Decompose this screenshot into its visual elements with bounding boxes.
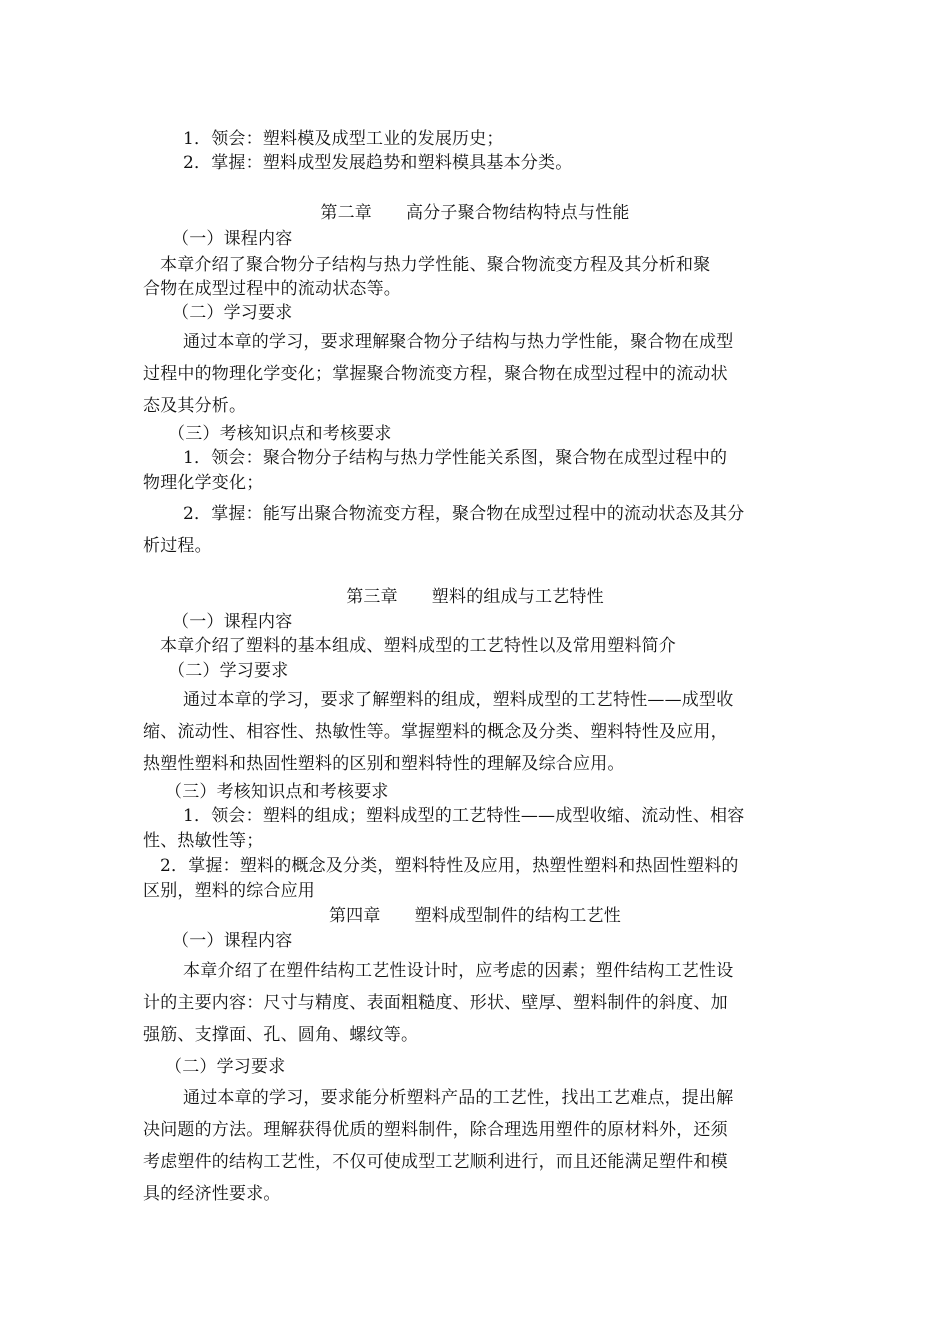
- chapter2-title: 高分子聚合物结构特点与性能: [406, 203, 630, 223]
- chapter2-study-heading: （二）学习要求: [172, 303, 293, 323]
- chapter3-study-heading: （二）学习要求: [168, 661, 289, 681]
- chapter3-study-line-1: 通过本章的学习，要求了解塑料的组成，塑料成型的工艺特性——成型收: [183, 690, 734, 710]
- chapter3-study-line-3: 热塑性塑料和热固性塑料的区别和塑料特性的理解及综合应用。: [143, 754, 625, 774]
- chapter3-exam-line-4: 区别，塑料的综合应用: [143, 881, 315, 901]
- chapter4-study-line-1: 通过本章的学习，要求能分析塑料产品的工艺性，找出工艺难点，提出解: [183, 1088, 734, 1108]
- chapter3-exam-line-3: 2．掌握：塑料的概念及分类，塑料特性及应用，热塑性塑料和热固性塑料的: [160, 856, 739, 876]
- chapter4-heading: [0, 905, 950, 927]
- chapter4-number: 第四章: [328, 906, 381, 926]
- chapter2-content-line-1: 本章介绍了聚合物分子结构与热力学性能、聚合物流变方程及其分析和聚: [160, 255, 711, 275]
- chapter4-study-line-2: 决问题的方法。理解获得优质的塑料制件，除合理选用塑件的原材料外，还须: [143, 1120, 728, 1140]
- intro-item-1: 1．领会：塑料模及成型工业的发展历史；: [183, 129, 504, 149]
- chapter2-content-heading: （一）课程内容: [172, 229, 293, 249]
- chapter4-content-line-1: 本章介绍了在塑件结构工艺性设计时，应考虑的因素；塑件结构工艺性设: [183, 961, 734, 981]
- chapter3-exam-line-2: 性、热敏性等；: [143, 831, 264, 851]
- chapter3-exam-line-1: 1．领会：塑料的组成；塑料成型的工艺特性——成型收缩、流动性、相容: [183, 806, 745, 826]
- chapter3-content-line-1: 本章介绍了塑料的基本组成、塑料成型的工艺特性以及常用塑料简介: [160, 636, 676, 656]
- chapter3-content-heading: （一）课程内容: [172, 612, 293, 632]
- chapter2-exam-line-2: 物理化学变化；: [143, 473, 264, 493]
- chapter2-heading: [0, 202, 950, 224]
- chapter4-content-line-2: 计的主要内容：尺寸与精度、表面粗糙度、形状、壁厚、塑料制件的斜度、加: [143, 993, 728, 1013]
- chapter2-exam-heading: （三）考核知识点和考核要求: [168, 424, 392, 444]
- chapter2-exam-line-3: 2．掌握：能写出聚合物流变方程，聚合物在成型过程中的流动状态及其分: [183, 504, 745, 524]
- chapter2-exam-line-1: 1．领会：聚合物分子结构与热力学性能关系图，聚合物在成型过程中的: [183, 448, 728, 468]
- intro-item-2: 2．掌握：塑料成型发展趋势和塑料模具基本分类。: [183, 153, 573, 173]
- chapter3-number: 第三章: [346, 587, 398, 607]
- chapter4-content-heading: （一）课程内容: [172, 931, 293, 951]
- chapter2-content-line-2: 合物在成型过程中的流动状态等。: [143, 279, 401, 299]
- chapter2-study-line-2: 过程中的物理化学变化；掌握聚合物流变方程，聚合物在成型过程中的流动状: [143, 364, 728, 384]
- chapter3-heading: [0, 586, 950, 608]
- chapter2-exam-line-4: 析过程。: [143, 536, 212, 556]
- chapter3-study-line-2: 缩、流动性、相容性、热敏性等。掌握塑料的概念及分类、塑料特性及应用，: [143, 722, 728, 742]
- chapter4-study-line-4: 具的经济性要求。: [143, 1184, 281, 1204]
- chapter2-number: 第二章: [320, 203, 372, 223]
- chapter4-title: 塑料成型制件的结构工艺性: [414, 906, 621, 926]
- chapter2-study-line-3: 态及其分析。: [143, 396, 247, 416]
- chapter4-study-heading: （二）学习要求: [165, 1057, 286, 1077]
- chapter2-study-line-1: 通过本章的学习，要求理解聚合物分子结构与热力学性能，聚合物在成型: [183, 332, 734, 352]
- chapter4-content-line-3: 强筋、支撑面、孔、圆角、螺纹等。: [143, 1025, 419, 1045]
- chapter4-study-line-3: 考虑塑件的结构工艺性，不仅可使成型工艺顺利进行，而且还能满足塑件和模: [143, 1152, 728, 1172]
- chapter3-title: 塑料的组成与工艺特性: [431, 587, 604, 607]
- chapter3-exam-heading: （三）考核知识点和考核要求: [165, 782, 389, 802]
